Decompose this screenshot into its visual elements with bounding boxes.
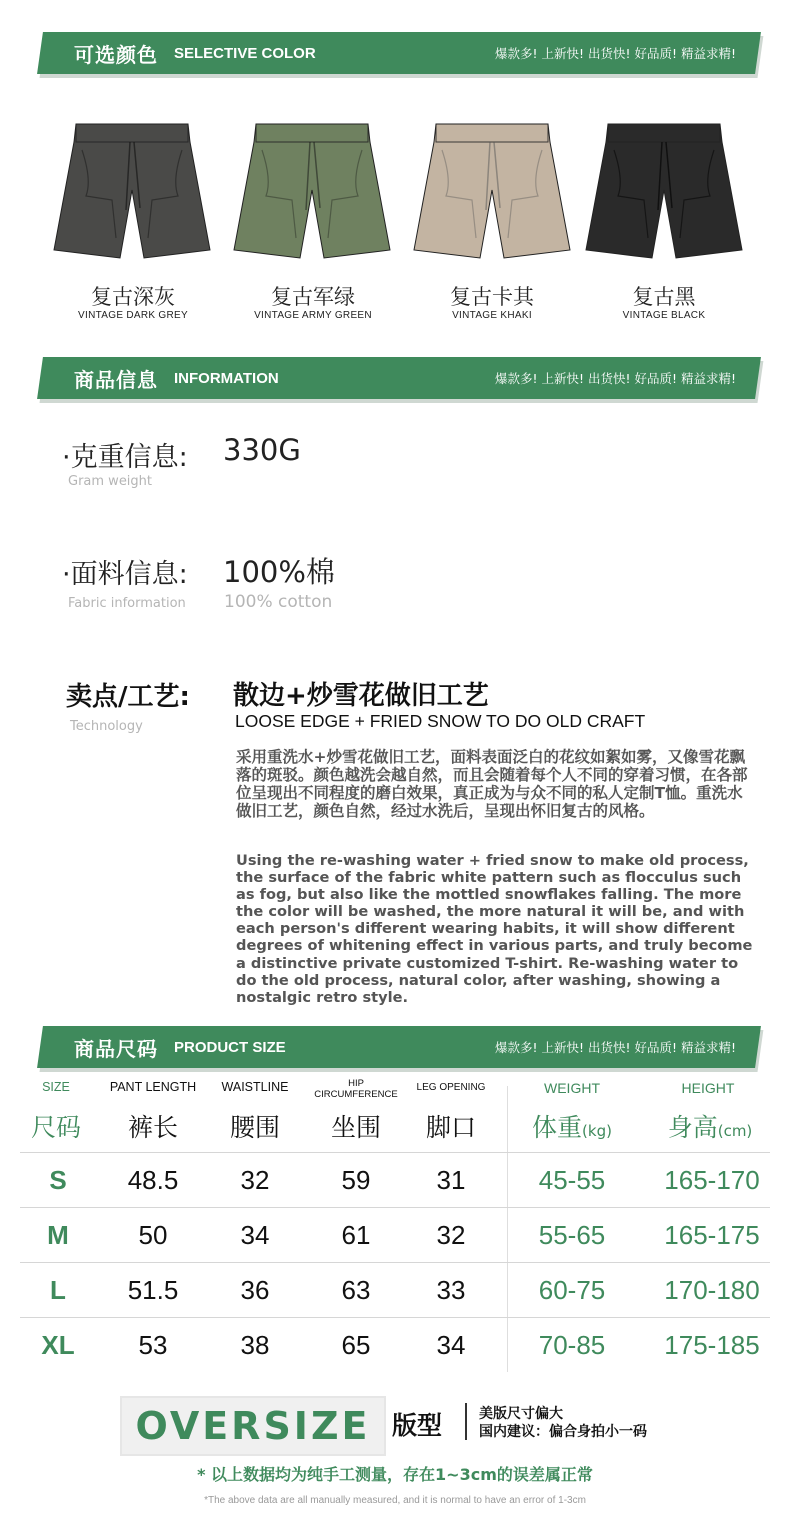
measurement-note-en: *The above data are all manually measured, and it is normal to have an error of 1-3cm [204,1495,586,1506]
tech-value-en: LOOSE EDGE + FRIED SNOW TO DO OLD CRAFT [235,711,646,731]
cell-pant-length: 51.5 [127,1275,179,1305]
description-en: Using the re-washing water + fried snow to make old process, the surface of the fabric white pattern such as flocculus such as fog, but also like the mottled snowflakes falling. The more the color will be washed, the more natural it will be, and with each person's different wearing habits, it will show different degrees of whitening effect in various parts, and truly become a distinctive private customized T-shirt. Re-washing water to do the old process, natural color, after washing, showing a nostalgic retro style. [236,852,753,1006]
row-divider [20,1262,770,1263]
swatch-label-en: VINTAGE DARK GREY [78,310,188,321]
cell-weight: 45-55 [538,1165,606,1195]
shorts-image-dark-grey[interactable] [52,120,212,260]
cell-hip: 65 [341,1330,371,1360]
fabric-sub: Fabric information [68,596,186,611]
cell-waistline: 34 [240,1220,270,1250]
shorts-image-army-green[interactable] [232,120,392,260]
swatch-label-cn: 复古深灰 [91,285,175,309]
header-size-cn: 尺码 [30,1113,81,1142]
cell-hip: 59 [341,1165,371,1195]
cell-height: 165-175 [664,1220,760,1250]
banner-slogan: 爆款多! 上新快! 出货快! 好品质! 精益求精! [495,46,736,61]
header-pant-length-en: PANT LENGTH [109,1080,197,1094]
information-banner [37,357,761,399]
section-title-en: SELECTIVE COLOR [174,44,316,62]
header-height-cn [650,1108,770,1144]
header-weight-cn-text: 体重 [532,1113,583,1142]
fabric-value: 100%棉 [223,555,335,589]
cell-size: S [49,1165,67,1195]
cell-waistline: 32 [240,1165,270,1195]
product-size-banner [37,1026,761,1068]
shorts-image-khaki[interactable] [412,120,572,260]
section-title-cn: 商品尺码 [74,1036,158,1061]
weight-label: ·克重信息: [62,442,188,473]
cell-pant-length: 50 [138,1220,168,1250]
fit-type-label: 版型 [392,1411,443,1440]
header-waistline-cn: 腰围 [229,1113,280,1142]
cell-hip: 61 [341,1220,371,1250]
header-size-en: SIZE [42,1080,70,1094]
fabric-label: ·面料信息: [62,559,188,590]
cell-height: 170-180 [664,1275,760,1305]
cell-size: XL [41,1330,75,1360]
cell-pant-length: 53 [138,1330,168,1360]
header-weight-unit: (kg) [582,1122,612,1140]
cell-size: L [50,1275,66,1305]
banner-slogan: 爆款多! 上新快! 出货快! 好品质! 精益求精! [495,1040,736,1055]
tech-value-cn: 散边+炒雪花做旧工艺 [233,681,489,711]
header-height-en: HEIGHT [681,1080,735,1096]
section-title-cn: 商品信息 [74,367,158,392]
cell-pant-length: 48.5 [127,1165,179,1195]
cell-height: 165-170 [664,1165,760,1195]
cell-waistline: 38 [240,1330,270,1360]
table-divider [507,1086,508,1372]
weight-sub: Gram weight [68,474,153,489]
header-height-unit: (cm) [717,1122,753,1140]
tech-label: 卖点/工艺: [66,682,190,712]
swatch-label-cn: 复古军绿 [271,285,355,309]
tech-sub: Technology [70,719,143,734]
row-divider [20,1317,770,1318]
weight-value: 330G [223,433,301,467]
cell-weight: 70-85 [538,1330,606,1360]
fit-note-1: 美版尺寸偏大 [479,1406,563,1422]
swatch-label-en: VINTAGE KHAKI [452,310,532,321]
header-height-cn-text: 身高 [667,1113,718,1142]
cell-waistline: 36 [240,1275,270,1305]
cell-size: M [47,1220,69,1250]
header-leg-opening-en: LEG OPENING [416,1082,486,1093]
fit-divider [465,1403,467,1440]
measurement-note-cn: * 以上数据均为纯手工测量，存在1~3cm的误差属正常 [197,1465,593,1484]
header-weight-en: WEIGHT [544,1080,600,1096]
row-divider [20,1152,770,1153]
header-weight-cn [518,1108,626,1144]
selective-color-banner [37,32,761,74]
cell-leg-opening: 32 [436,1220,466,1250]
section-title-cn: 可选颜色 [74,42,158,67]
cell-leg-opening: 34 [436,1330,466,1360]
swatch-label-cn: 复古卡其 [450,285,534,309]
swatch-label-en: VINTAGE ARMY GREEN [254,310,372,321]
header-waistline-en: WAISTLINE [221,1080,289,1094]
oversize-text: OVERSIZE [135,1404,371,1448]
cell-weight: 60-75 [538,1275,606,1305]
fit-note-2: 国内建议：偏合身拍小一码 [479,1424,647,1440]
cell-weight: 55-65 [538,1220,606,1250]
fabric-value-en: 100% cotton [224,592,333,612]
oversize-badge [120,1396,386,1456]
swatch-label-en: VINTAGE BLACK [622,310,706,321]
section-title-en: PRODUCT SIZE [174,1038,286,1056]
swatch-label-cn: 复古黑 [632,285,696,309]
header-hip-en: HIP CIRCUMFERENCE [314,1078,398,1100]
header-hip-cn: 坐围 [330,1113,381,1142]
header-pant-length-cn: 裤长 [127,1113,178,1142]
section-title-en: INFORMATION [174,369,279,387]
description-cn: 采用重洗水+炒雪花做旧工艺，面料表面泛白的花纹如絮如雾，又像雪花飘落的斑驳。颜色越洗会越自然，而且会随着每个人不同的穿着习惯，在各部位呈现出不同程度的磨白效果，真正成为与众不同的私人定制T恤。重洗水做旧工艺，颜色自然，经过水洗后，呈现出怀旧复古的风格。 [236,748,748,820]
row-divider [20,1207,770,1208]
banner-slogan: 爆款多! 上新快! 出货快! 好品质! 精益求精! [495,371,736,386]
cell-hip: 63 [341,1275,371,1305]
cell-height: 175-185 [664,1330,760,1360]
header-leg-opening-cn: 脚口 [425,1113,476,1142]
shorts-image-black[interactable] [584,120,744,260]
cell-leg-opening: 31 [436,1165,466,1195]
cell-leg-opening: 33 [436,1275,466,1305]
